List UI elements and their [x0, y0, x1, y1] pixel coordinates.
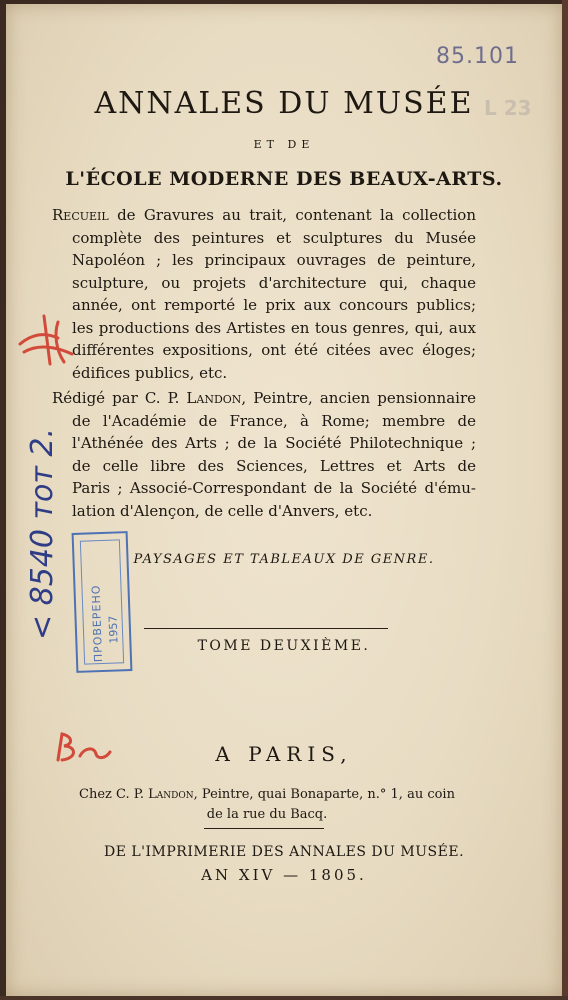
- description-line: Napoléon ; les principaux ouvrages de peinture,: [72, 251, 476, 269]
- description-paragraph: [52, 204, 476, 384]
- title-conjunction: ET DE: [253, 138, 315, 151]
- editor-line: de celle libre des Sciences, Lettres et Arts de: [72, 456, 476, 475]
- editor-paragraph: [52, 387, 476, 522]
- divider-rule: [204, 828, 324, 829]
- description-line: différentes expositions, ont été citées avec éloges;: [72, 341, 476, 359]
- volume-number: TOME DEUXIÈME.: [197, 638, 371, 654]
- divider-rule: [144, 628, 388, 629]
- faint-library-mark: L 23: [484, 96, 532, 120]
- title-page: [6, 4, 562, 996]
- main-title: ANNALES DU MUSÉE: [94, 86, 474, 121]
- editor-line: Paris ; Associé-Correspondant de la Société d'ému-: [72, 479, 476, 497]
- description-lead: Recueil: [52, 206, 109, 224]
- imprint-city: A PARIS,: [215, 742, 353, 766]
- description-line: complète des peintures et sculptures du Musée: [72, 228, 476, 247]
- description-line: année, ont remporté le prix aux concours publics;: [72, 296, 476, 314]
- description-line: sculpture, ou projets d'architecture qui, chaque: [72, 273, 476, 292]
- editor-line: l'Athénée des Arts ; de la Société Philotechnique ;: [72, 434, 476, 452]
- publisher-address: Chez C. P. Landon, Peintre, quai Bonaparte, n.° 1, au coin de la rue du Bacq.: [79, 787, 455, 822]
- shelf-mark-handwritten: 85.101: [436, 44, 519, 69]
- description-line: les productions des Artistes en tous genres, qui, aux: [72, 318, 476, 337]
- publication-date: AN XIV — 1805.: [201, 866, 367, 884]
- stamp-label: ПРОВЕРЕНО: [89, 584, 106, 663]
- book-spine-edge: [562, 0, 568, 1000]
- handwritten-inventory-number: [12, 424, 72, 644]
- inventory-number-text: < 8540 тот 2.: [25, 427, 60, 640]
- book-bottom-edge: [0, 996, 568, 1000]
- description-line: Recueil de Gravures au trait, contenant la collection: [52, 206, 476, 224]
- editor-line: de l'Académie de France, à Rome; membre de: [72, 411, 476, 430]
- editor-name: Landon: [186, 389, 242, 407]
- subtitle: L'ÉCOLE MODERNE DES BEAUX-ARTS.: [65, 168, 503, 190]
- editor-line: lation d'Alençon, de celle d'Anvers, etc.: [72, 501, 373, 520]
- verification-stamp: [72, 531, 133, 673]
- volume-genre: PAYSAGES ET TABLEAUX DE GENRE.: [133, 552, 435, 567]
- stamp-year: 1957: [106, 615, 121, 644]
- red-ink-initial-icon: [50, 730, 114, 764]
- description-line: édifices publics, etc.: [72, 363, 228, 382]
- publisher-name: Landon: [148, 787, 194, 802]
- editor-line: Rédigé par C. P. Landon, Peintre, ancien pensionnaire: [52, 389, 476, 407]
- red-ink-scribble-icon: [14, 304, 84, 374]
- printer-line: DE L'IMPRIMERIE DES ANNALES DU MUSÉE.: [103, 844, 465, 860]
